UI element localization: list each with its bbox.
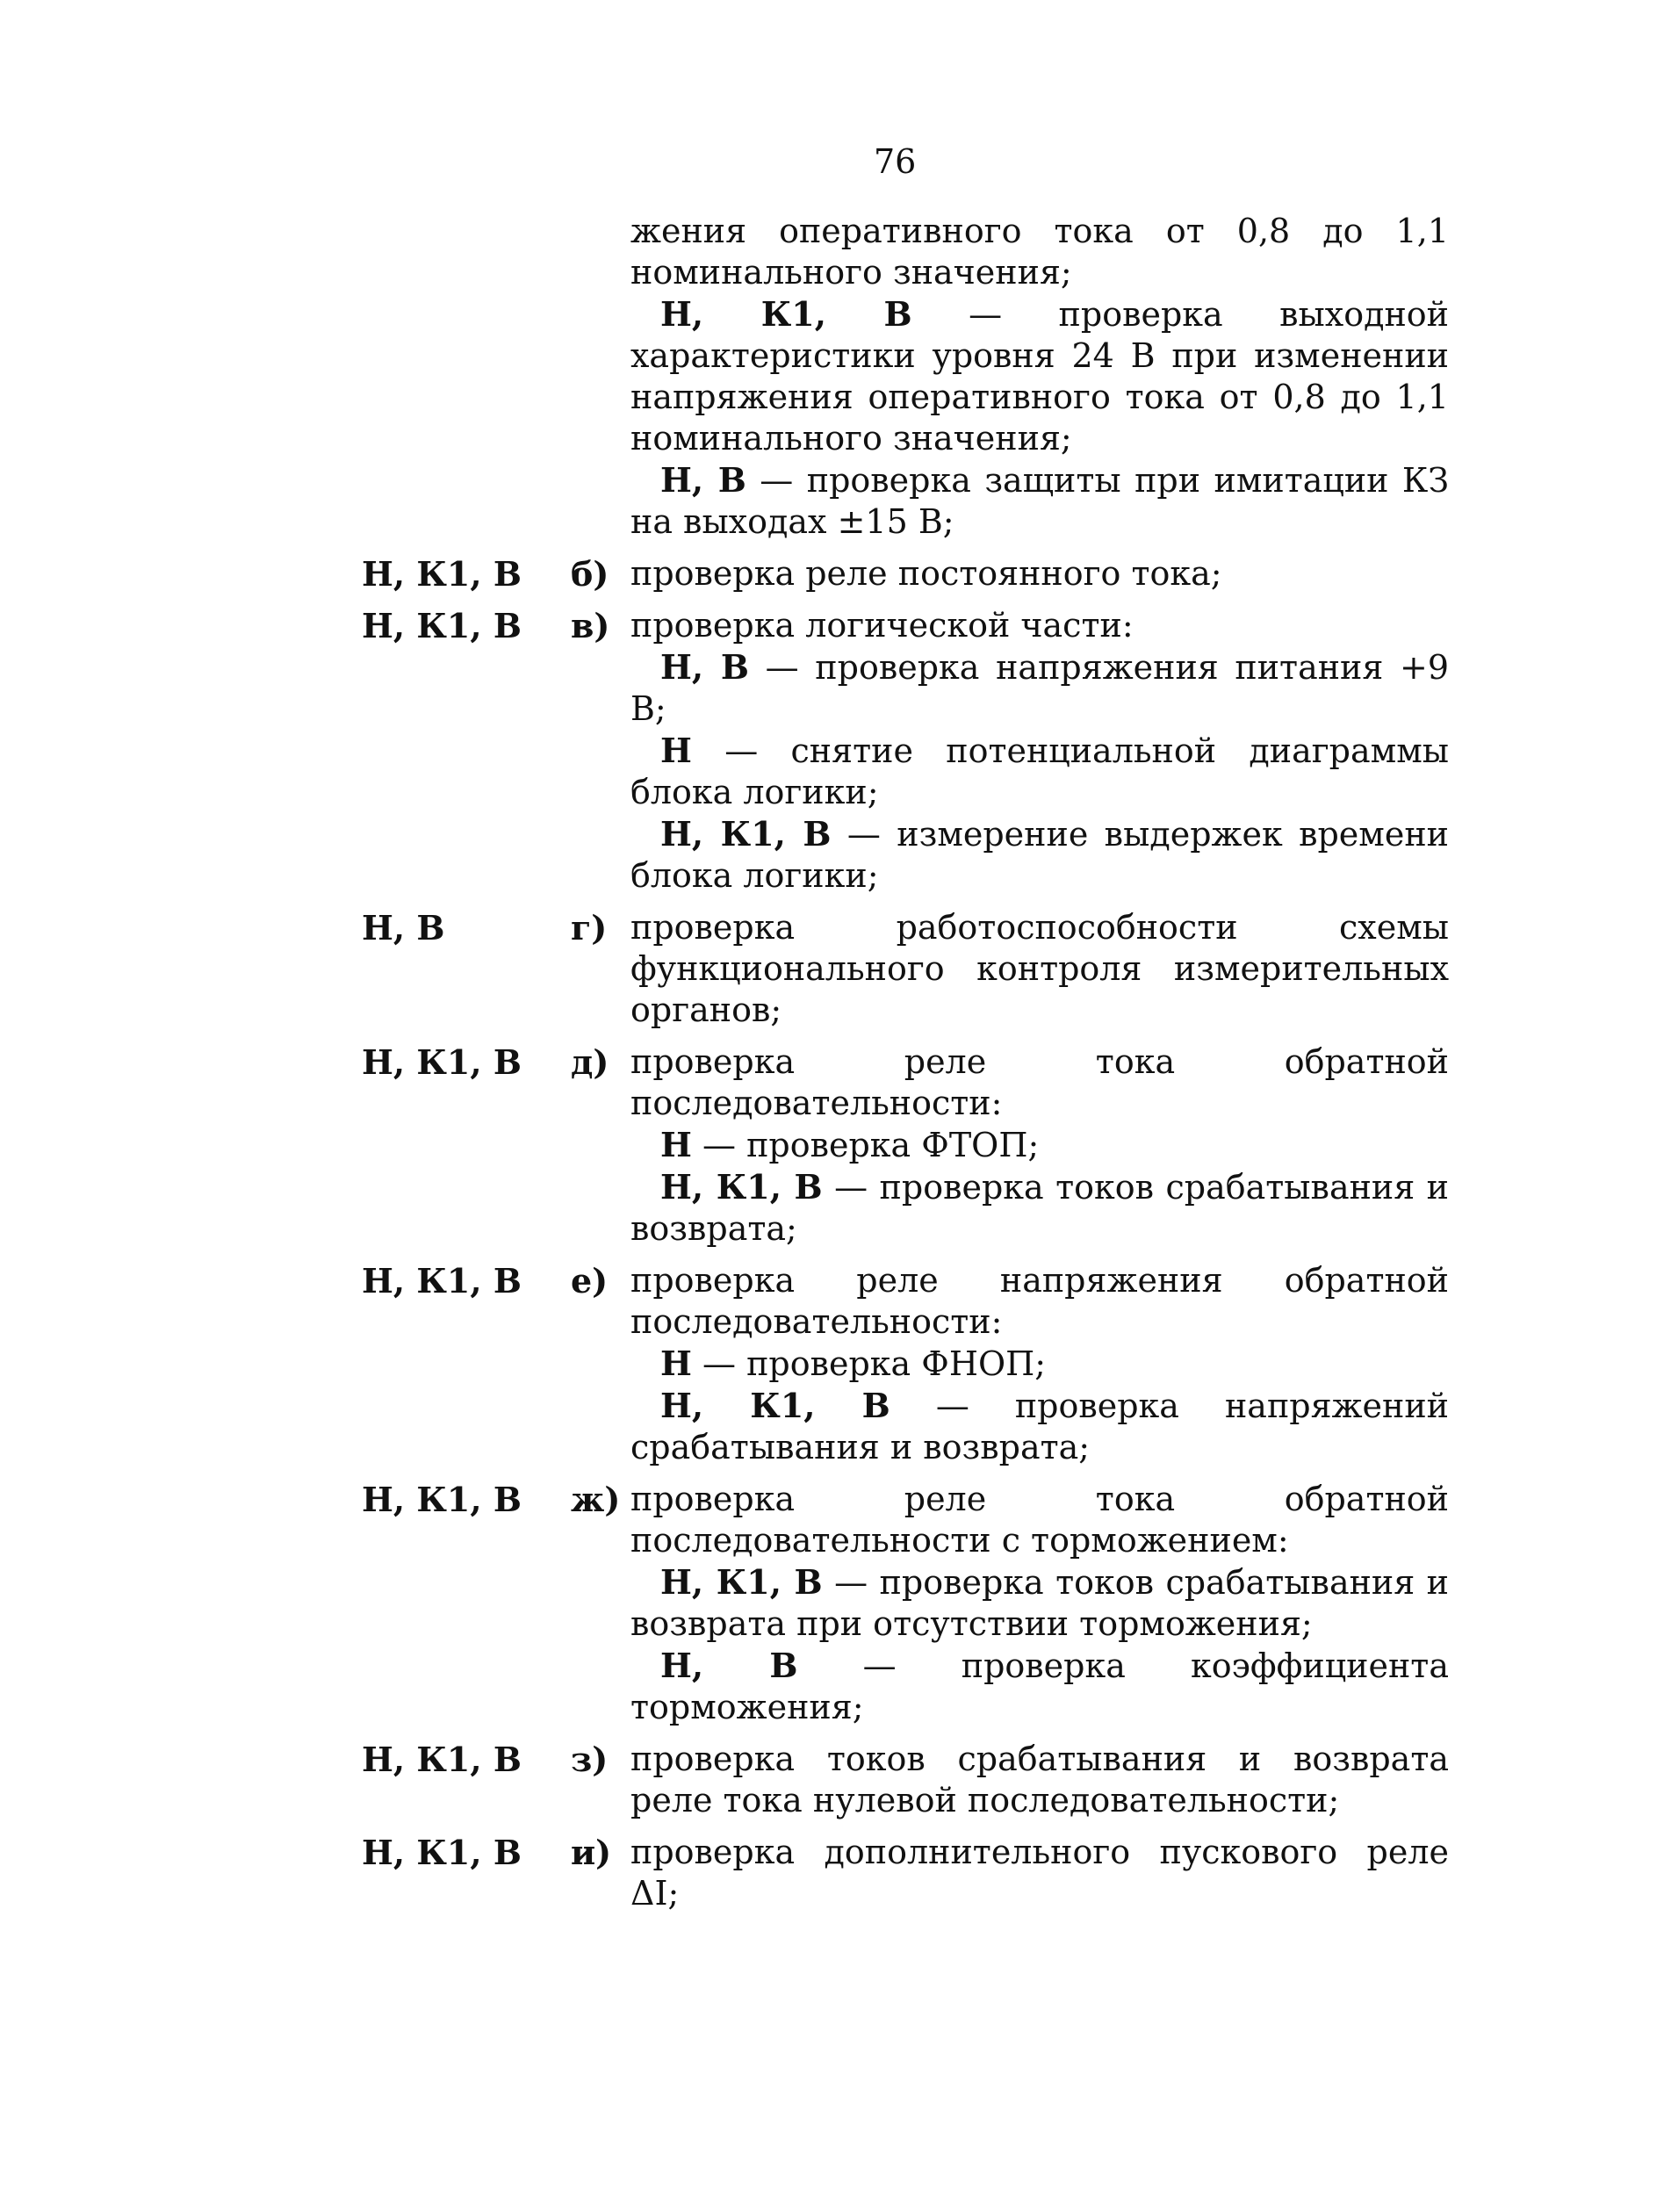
item-text: проверка реле напряжения обратной последовательности:: [630, 1261, 1449, 1341]
item-label: Н, К1, В: [362, 1833, 522, 1872]
item-text: проверка реле постоянного тока;: [630, 554, 1222, 593]
sub-item-text: — проверка коэффициента торможения;: [630, 1646, 1449, 1726]
item-letter: з): [571, 1740, 609, 1779]
item-text: проверка реле тока обратной последовательности с торможением:: [630, 1480, 1449, 1560]
intro-paragraph: [0, 211, 1671, 293]
sub-item: [630, 1385, 1449, 1468]
sub-item: [630, 646, 1449, 730]
list-item: [0, 1832, 1671, 1914]
list-item: [0, 605, 1671, 646]
item-letter: ж): [571, 1480, 621, 1519]
item-letter: е): [571, 1261, 609, 1301]
list-item: [0, 1041, 1671, 1124]
sub-item: [630, 1561, 1449, 1645]
item-label: Н, В: [362, 908, 445, 947]
sub-item: [630, 1343, 1449, 1385]
sub-item: [630, 1124, 1449, 1166]
page-body: [0, 211, 1671, 1914]
list-item: [0, 1479, 1671, 1561]
intro-sub-1-code: Н, К1, В: [660, 294, 912, 334]
intro-sub-2: [630, 459, 1449, 543]
sub-item-text: — проверка ФТОП;: [691, 1126, 1040, 1164]
intro-sub-1-text: — проверка выходной характеристики уровня 24 В при изменении напряжения оперативного тока от 0,8 до 1,1 номинального значения;: [630, 295, 1449, 458]
page-number: 76: [874, 142, 917, 181]
list-item: [0, 553, 1671, 594]
intro-text-0: жения оперативного тока от 0,8 до 1,1 номинального значения;: [630, 212, 1449, 292]
sub-item: [630, 1166, 1449, 1250]
sub-item-code: Н, К1, В: [660, 1167, 823, 1207]
sub-item-code: Н: [660, 731, 692, 770]
item-text: проверка реле тока обратной последовательности:: [630, 1042, 1449, 1122]
sub-item-text: — проверка напряжений срабатывания и возврата;: [630, 1387, 1450, 1466]
item-label: Н, К1, В: [362, 1261, 522, 1301]
sub-item-text: — проверка токов срабатывания и возврата при отсутствии торможения;: [630, 1563, 1449, 1643]
sub-item-code: Н, В: [660, 1646, 798, 1685]
sub-item-text: — проверка токов срабатывания и возврата;: [630, 1168, 1449, 1248]
sub-item: [630, 1645, 1449, 1728]
item-text: проверка токов срабатывания и возврата реле тока нулевой последовательности;: [630, 1740, 1449, 1819]
intro-sub-2-code: Н, В: [660, 460, 746, 500]
sub-item-code: Н: [660, 1125, 692, 1164]
sub-item-code: Н, В: [660, 647, 750, 687]
sub-item-code: Н, К1, В: [660, 1562, 823, 1602]
item-text: проверка дополнительного пускового реле ΔI;: [630, 1833, 1449, 1913]
sub-item-code: Н: [660, 1344, 692, 1383]
intro-sub-2-text: — проверка защиты при имитации КЗ на выходах ±15 В;: [630, 461, 1450, 541]
item-label: Н, К1, В: [362, 1042, 522, 1082]
item-text: проверка логической части:: [630, 606, 1134, 645]
sub-item-text: — измерение выдержек времени блока логики;: [630, 815, 1449, 895]
intro-paragraph: [0, 459, 1671, 543]
item-letter: г): [571, 908, 608, 947]
sub-item-text: — снятие потенциальной диаграммы блока логики;: [630, 731, 1449, 811]
list-item: [0, 1260, 1671, 1343]
item-label: Н, К1, В: [362, 1480, 522, 1519]
sub-item: [630, 730, 1449, 813]
item-label: Н, К1, В: [362, 554, 522, 594]
item-label: Н, К1, В: [362, 1740, 522, 1779]
list-item: [0, 907, 1671, 1031]
sub-item-text: — проверка напряжения питания +9 В;: [630, 648, 1450, 728]
item-text: проверка работоспособности схемы функционального контроля измерительных органов;: [630, 908, 1449, 1029]
intro-sub-1: [630, 293, 1449, 459]
list-item: [0, 1739, 1671, 1821]
item-letter: и): [571, 1833, 612, 1872]
item-letter: б): [571, 554, 609, 594]
sub-item-text: — проверка ФНОП;: [691, 1344, 1047, 1383]
intro-paragraph: [0, 293, 1671, 459]
item-label: Н, К1, В: [362, 606, 522, 645]
item-letter: д): [571, 1042, 609, 1082]
sub-item: [630, 813, 1449, 897]
sub-item-code: Н, К1, В: [660, 814, 832, 854]
sub-item-code: Н, К1, В: [660, 1386, 890, 1425]
item-letter: в): [571, 606, 610, 645]
